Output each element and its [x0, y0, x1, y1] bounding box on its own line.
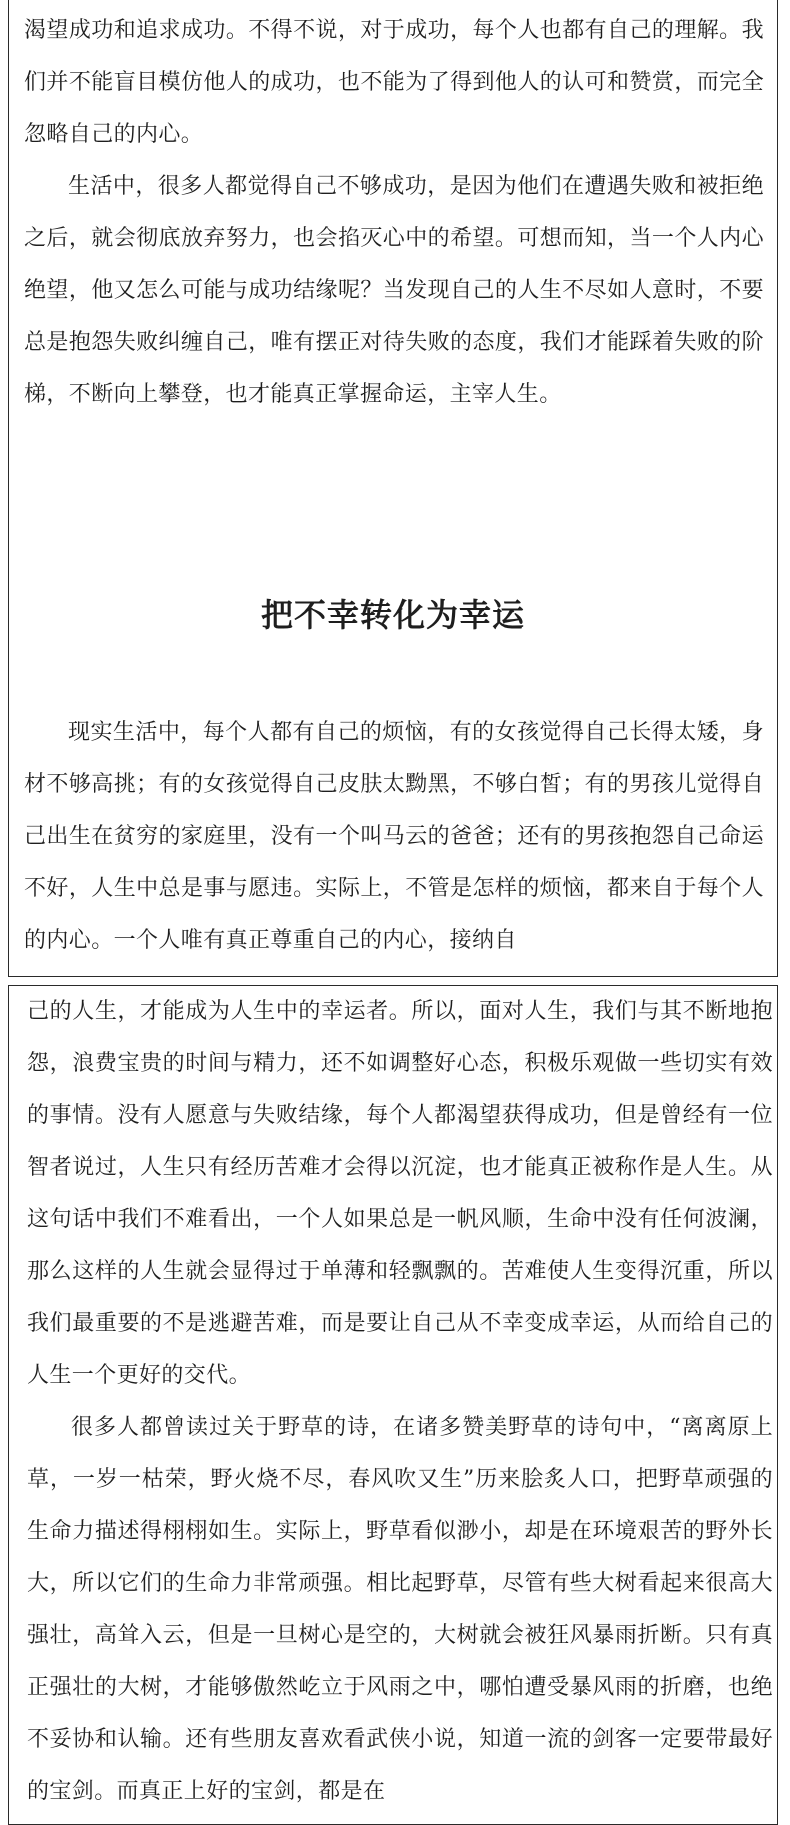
paragraph-success-continued: 渴望成功和追求成功。不得不说，对于成功，每个人也都有自己的理解。我们并不能盲目模仿他人的成功，也不能为了得到他人的认可和赞赏，而完全忽略自己的内心。	[24, 18, 764, 147]
paragraph-fortune-continued: 己的人生，才能成为人生中的幸运者。所以，面对人生，我们与其不断地抱怨，浪费宝贵的时间与精力，还不如调整好心态，积极乐观做一些切实有效的事情。没有人愿意与失败结缘，每个人都渴望获得成功，但是曾经有一位智者说过，人生只有经历苦难才会得以沉淀，也才能真正被称作是人生。从这句话中我们不难看出，一个人如果总是一帆风顺，生命中没有任何波澜，那么这样的人生就会显得过于单薄和轻飘飘的。苦难使人生变得沉重，所以我们最重要的不是逃避苦难，而是要让自己从不幸变成幸运，从而给自己的人生一个更好的交代。	[27, 999, 773, 1388]
paragraph-grass: 很多人都曾读过关于野草的诗，在诸多赞美野草的诗句中，“离离原上草，一岁一枯荣，野火烧不尽，春风吹又生”历来脍炙人口，把野草顽强的生命力描述得栩栩如生。实际上，野草看似渺小，却是在环境艰苦的野外长大，所以它们的生命力非常顽强。相比起野草，尽管有些大树看起来很高大强壮，高耸入云，但是一旦树心是空的，大树就会被狂风暴雨折断。只有真正强壮的大树，才能够傲然屹立于风雨之中，哪怕遭受暴风雨的折磨，也绝不妥协和认输。还有些朋友喜欢看武侠小说，知道一流的剑客一定要带最好的宝剑。而真正上好的宝剑，都是在	[27, 1415, 773, 1804]
lower-text-block	[27, 986, 773, 1818]
book-page-lower	[8, 985, 778, 1825]
chapter-title: 把不幸转化为幸运	[260, 596, 525, 634]
paragraph-troubles: 现实生活中，每个人都有自己的烦恼，有的女孩觉得自己长得太矮，身材不够高挑；有的女孩觉得自己皮肤太黝黑，不够白皙；有的男孩儿觉得自己出生在贫穷的家庭里，没有一个叫马云的爸爸；还有的男孩抱怨自己命运不好，人生中总是事与愿违。实际上，不管是怎样的烦恼，都来自于每个人的内心。一个人唯有真正尊重自己的内心，接纳自	[24, 720, 764, 953]
top-text-block	[24, 5, 764, 421]
book-page-upper	[8, 0, 778, 977]
paragraph-failure: 生活中，很多人都觉得自己不够成功，是因为他们在遭遇失败和被拒绝之后，就会彻底放弃努力，也会掐灭心中的希望。可想而知，当一个人内心绝望，他又怎么可能与成功结缘呢？当发现自己的人生不尽如人意时，不要总是抱怨失败纠缠自己，唯有摆正对待失败的态度，我们才能踩着失败的阶梯，不断向上攀登，也才能真正掌握命运，主宰人生。	[24, 174, 764, 407]
chapter-text-block	[24, 707, 764, 967]
